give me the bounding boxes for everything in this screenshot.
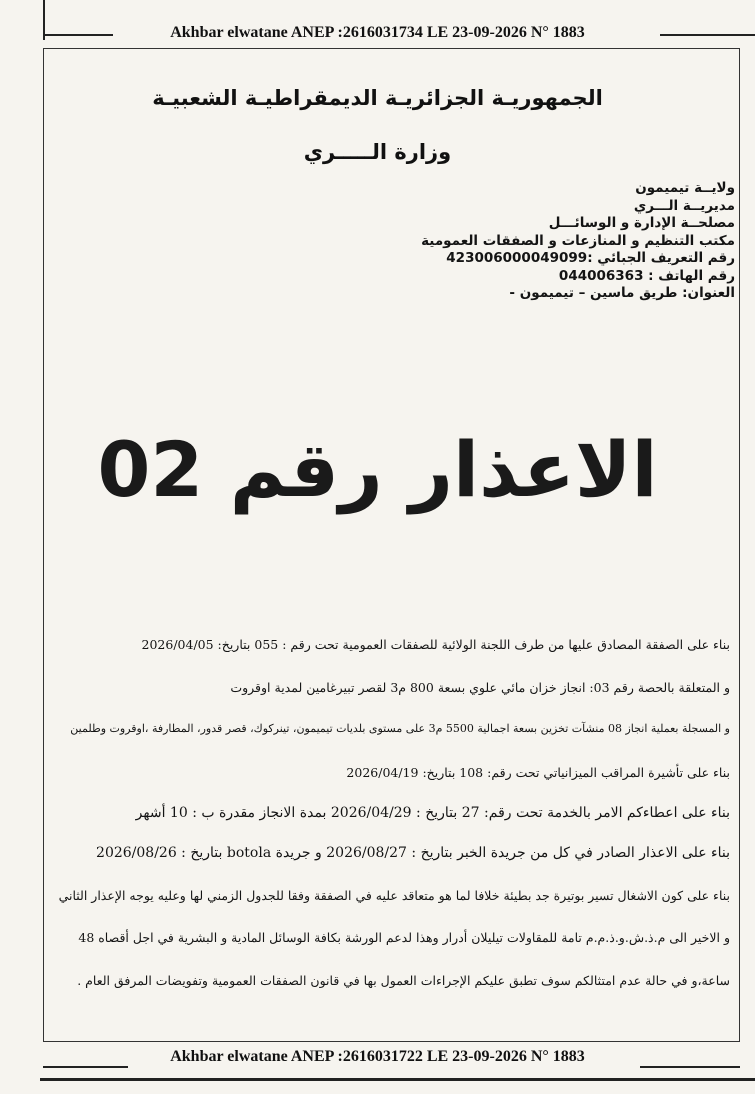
body-line: بناء على تأشيرة المراقب الميزانياتي تحت رقم: 108 بتاريخ: 2026/04/19 [346,765,730,780]
footer-rule-right [640,1066,740,1068]
address-line: ولايــة تيميمون [635,180,735,196]
body-line: بناء على الصفقة المصادق عليها من طرف اللجنة الولائية للصفقات العمومية تحت رقم : 055 بتاريخ: 2026/04/05 [141,637,730,652]
header-banner: Akhbar elwatane ANEP :2616031734 LE 23-09-2026 N° 1883 [170,24,585,41]
address-line: العنوان: طريق ماسين – تيميمون - [509,285,735,301]
header-rule-right [660,34,755,36]
address-line: مكتب التنظيم و المنازعات و الصفقات العمومية [421,232,735,249]
page-bottom-rule [40,1078,755,1081]
republic-title: الجمهوريـة الجزائريـة الديمقراطيـة الشعبيـة [152,86,603,110]
footer-rule-left [43,1066,128,1068]
body-line: بناء على كون الاشغال تسير بوتيرة جد بطيئة خلافا لما هو متعاقد عليه في الصفقة وفقا للجدول الزمني لها وعليه يوجه الإعذار الثاني [58,888,730,903]
body-line: و الاخير الى م.ذ.ش.و.ذ.م.م تامة للمقاولات تيليلان أدرار وهذا لدعم الورشة بكافة الوسائل المادية و البشرية في اجل أقصاه 48 [78,930,730,945]
body-line: بناء على اعطاءكم الامر بالخدمة تحت رقم: 27 بتاريخ : 2026/04/29 بمدة الانجاز مقدرة ب : 10 أشهر [135,805,730,821]
address-line: مصلحــة الإدارة و الوسائـــل [548,215,735,231]
address-line: رقم التعريف الجبائي :423006000049099 [446,250,735,266]
body-line: ساعة،و في حالة عدم امتثالكم سوف تطبق عليكم الإجراءات العمول بها في قانون الصفقات العمومية وتفويضات المرفق العام . [77,973,730,988]
issuer-address-block [315,180,735,303]
address-line: مديريــة الـــري [633,197,735,214]
notice-title: الاعذار رقم 02 [97,425,658,514]
footer-banner: Akhbar elwatane ANEP :2616031722 LE 23-09-2026 N° 1883 [170,1048,585,1065]
body-line: و المسجلة بعملية انجاز 08 منشآت تخزين بسعة اجمالية 5500 م3 على مستوى بلديات تيميمون، تينركوك، قصر قدور، المطارفة ،اوقروت وطلمين [70,722,730,735]
address-line: رقم الهاتف : 044006363 [558,267,735,284]
ministry-title: وزارة الـــــري [303,140,452,164]
body-line: بناء على الاعذار الصادر في كل من جريدة الخبر بتاريخ : 2026/08/27 و جريدة botola بتاريخ : 2026/08/26 [96,845,730,861]
body-line: و المتعلقة بالحصة رقم 03: انجاز خزان مائي علوي بسعة 800 م3 لقصر تبيرغامين لمدية اوقروت [230,680,730,695]
